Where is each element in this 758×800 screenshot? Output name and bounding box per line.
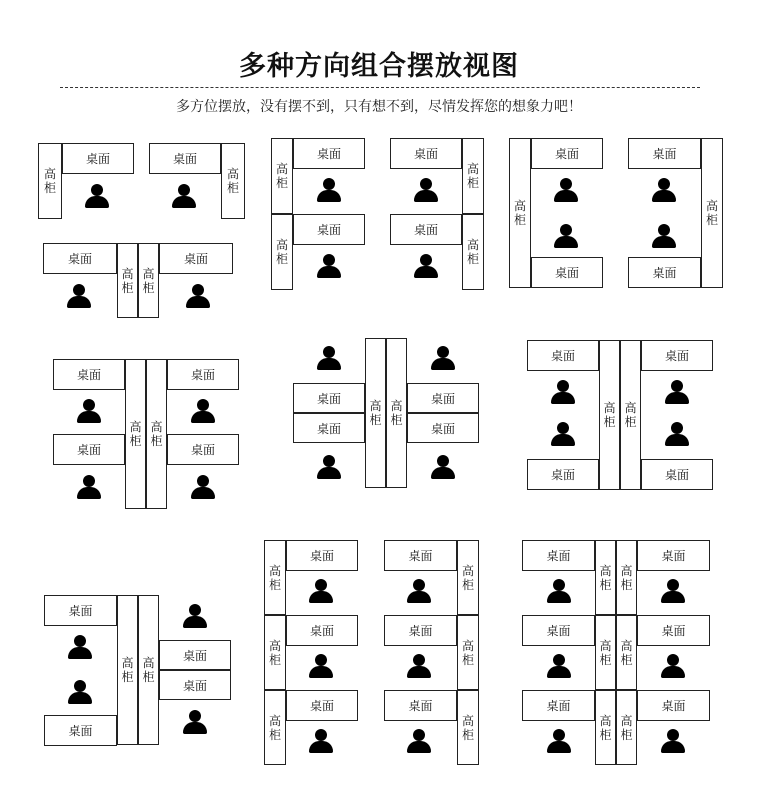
cabinet-label: 高柜 [466, 238, 479, 266]
desk [53, 434, 125, 465]
desk-label: 桌面 [652, 266, 677, 280]
desk-label: 桌面 [408, 699, 433, 713]
desk [149, 143, 221, 174]
person-icon [182, 604, 208, 628]
cabinet [599, 340, 620, 490]
person-icon [308, 729, 334, 753]
cabinet-label: 高柜 [461, 713, 474, 742]
desk [522, 540, 595, 571]
person-icon [664, 422, 690, 446]
person-icon [76, 399, 102, 423]
desk [44, 595, 117, 626]
cabinet [138, 595, 159, 745]
desk-label: 桌面 [550, 349, 575, 363]
desk [159, 670, 231, 700]
cabinet [221, 143, 245, 219]
desk [53, 359, 125, 390]
cabinet-label: 高柜 [461, 563, 474, 592]
desk [628, 138, 701, 169]
person-icon [660, 729, 686, 753]
desk-label: 桌面 [661, 549, 686, 563]
desk-label: 桌面 [554, 266, 579, 280]
cabinet [271, 138, 293, 214]
person-icon [190, 475, 216, 499]
cabinet [38, 143, 62, 219]
cabinet [457, 690, 479, 765]
desk [522, 690, 595, 721]
desk-label: 桌面 [430, 421, 455, 436]
person-icon [171, 184, 197, 208]
cabinet-label: 高柜 [603, 401, 616, 429]
person-icon [546, 729, 572, 753]
cabinet-label: 高柜 [390, 399, 403, 427]
person-icon [406, 654, 432, 678]
cabinet-label: 高柜 [268, 638, 281, 667]
person-icon [430, 346, 456, 370]
cabinet-label: 高柜 [620, 563, 633, 592]
cabinet [146, 359, 167, 509]
cabinet-label: 高柜 [121, 656, 134, 684]
cabinet [264, 540, 286, 615]
desk [637, 690, 710, 721]
person-icon [553, 178, 579, 202]
desk [390, 138, 462, 169]
desk-label: 桌面 [309, 549, 334, 563]
desk-label: 桌面 [554, 147, 579, 161]
cabinet [386, 338, 407, 488]
person-icon [550, 422, 576, 446]
cabinet-label: 高柜 [624, 401, 637, 429]
person-icon [664, 380, 690, 404]
cabinet [462, 214, 484, 290]
cabinet-label: 高柜 [599, 638, 612, 667]
cabinet [117, 243, 138, 318]
cabinet [264, 690, 286, 765]
desk [384, 540, 457, 571]
person-icon [316, 346, 342, 370]
person-icon [76, 475, 102, 499]
cabinet-label: 高柜 [369, 399, 382, 427]
desk-label: 桌面 [172, 152, 197, 166]
cabinet-label: 高柜 [620, 713, 633, 742]
desk-label: 桌面 [413, 223, 438, 237]
cabinet [457, 540, 479, 615]
desk [531, 257, 603, 288]
person-icon [66, 284, 92, 308]
person-icon [190, 399, 216, 423]
desk [390, 214, 462, 245]
person-icon [67, 680, 93, 704]
desk-label: 桌面 [664, 349, 689, 363]
desk [384, 615, 457, 646]
cabinet [365, 338, 386, 488]
desk [641, 340, 713, 371]
desk [522, 615, 595, 646]
cabinet-label: 高柜 [150, 420, 163, 448]
desk [167, 434, 239, 465]
person-icon [550, 380, 576, 404]
desk-label: 桌面 [182, 648, 207, 663]
desk-label: 桌面 [546, 699, 571, 713]
cabinet [595, 615, 616, 690]
desk [286, 690, 358, 721]
desk [637, 540, 710, 571]
desk [62, 143, 134, 174]
person-icon [546, 654, 572, 678]
desk-label: 桌面 [309, 699, 334, 713]
desk-label: 桌面 [316, 421, 341, 436]
desk-label: 桌面 [664, 468, 689, 482]
person-icon [406, 729, 432, 753]
person-icon [316, 178, 342, 202]
person-icon [660, 579, 686, 603]
cabinet [138, 243, 159, 318]
desk-label: 桌面 [661, 699, 686, 713]
desk-label: 桌面 [546, 549, 571, 563]
person-icon [316, 455, 342, 479]
desk [286, 615, 358, 646]
cabinet-label: 高柜 [599, 713, 612, 742]
desk [407, 383, 479, 413]
desk [159, 243, 233, 274]
desk [527, 459, 599, 490]
cabinet [616, 690, 637, 765]
desk-label: 桌面 [408, 624, 433, 638]
cabinet-label: 高柜 [275, 162, 288, 190]
desk-label: 桌面 [190, 443, 215, 457]
cabinet [616, 540, 637, 615]
desk-label: 桌面 [413, 147, 438, 161]
person-icon [651, 178, 677, 202]
desk-label: 桌面 [661, 624, 686, 638]
desk-label: 桌面 [68, 724, 93, 738]
desk-label: 桌面 [550, 468, 575, 482]
desk [293, 214, 365, 245]
desk [293, 383, 365, 413]
page-title: 多种方向组合摆放视图 [239, 51, 519, 82]
cabinet-label: 高柜 [461, 638, 474, 667]
desk [44, 715, 117, 746]
cabinet-label: 高柜 [268, 563, 281, 592]
desk-label: 桌面 [76, 443, 101, 457]
desk-label: 桌面 [85, 152, 110, 166]
desk [628, 257, 701, 288]
desk-label: 桌面 [430, 391, 455, 406]
desk [641, 459, 713, 490]
cabinet [271, 214, 293, 290]
cabinet-label: 高柜 [513, 199, 526, 227]
person-icon [546, 579, 572, 603]
desk-label: 桌面 [408, 549, 433, 563]
person-icon [660, 654, 686, 678]
cabinet-label: 高柜 [226, 167, 239, 195]
cabinet-label: 高柜 [142, 656, 155, 684]
desk [286, 540, 358, 571]
desk-label: 桌面 [316, 223, 341, 237]
cabinet [125, 359, 146, 509]
desk [527, 340, 599, 371]
desk [167, 359, 239, 390]
desk-label: 桌面 [309, 624, 334, 638]
desk [407, 413, 479, 443]
desk-label: 桌面 [76, 368, 101, 382]
desk-label: 桌面 [68, 604, 93, 618]
cabinet [595, 540, 616, 615]
desk [384, 690, 457, 721]
cabinet [117, 595, 138, 745]
cabinet [595, 690, 616, 765]
person-icon [430, 455, 456, 479]
person-icon [316, 254, 342, 278]
cabinet-label: 高柜 [466, 162, 479, 190]
cabinet-label: 高柜 [129, 420, 142, 448]
page-subtitle: 多方位摆放，没有摆不到，只有想不到，尽情发挥您的想象力吧！ [176, 99, 582, 115]
cabinet-label: 高柜 [620, 638, 633, 667]
cabinet-label: 高柜 [705, 199, 718, 227]
title-divider [60, 87, 700, 88]
person-icon [84, 184, 110, 208]
desk-label: 桌面 [316, 391, 341, 406]
desk-label: 桌面 [546, 624, 571, 638]
person-icon [182, 710, 208, 734]
cabinet-label: 高柜 [599, 563, 612, 592]
desk [531, 138, 603, 169]
desk-label: 桌面 [190, 368, 215, 382]
person-icon [651, 224, 677, 248]
cabinet [620, 340, 641, 490]
desk-label: 桌面 [652, 147, 677, 161]
desk [293, 138, 365, 169]
cabinet [457, 615, 479, 690]
cabinet-label: 高柜 [142, 266, 155, 295]
desk [637, 615, 710, 646]
cabinet [616, 615, 637, 690]
desk-label: 桌面 [183, 252, 208, 266]
cabinet [701, 138, 723, 288]
desk-label: 桌面 [182, 678, 207, 693]
cabinet [462, 138, 484, 214]
person-icon [185, 284, 211, 308]
person-icon [553, 224, 579, 248]
cabinet [509, 138, 531, 288]
cabinet-label: 高柜 [43, 167, 56, 195]
desk [293, 413, 365, 443]
person-icon [308, 654, 334, 678]
desk [43, 243, 117, 274]
cabinet [264, 615, 286, 690]
desk [159, 640, 231, 670]
cabinet-label: 高柜 [121, 266, 134, 295]
person-icon [406, 579, 432, 603]
desk-label: 桌面 [316, 147, 341, 161]
cabinet-label: 高柜 [275, 238, 288, 266]
desk-label: 桌面 [67, 252, 92, 266]
person-icon [67, 635, 93, 659]
person-icon [308, 579, 334, 603]
person-icon [413, 178, 439, 202]
person-icon [413, 254, 439, 278]
cabinet-label: 高柜 [268, 713, 281, 742]
